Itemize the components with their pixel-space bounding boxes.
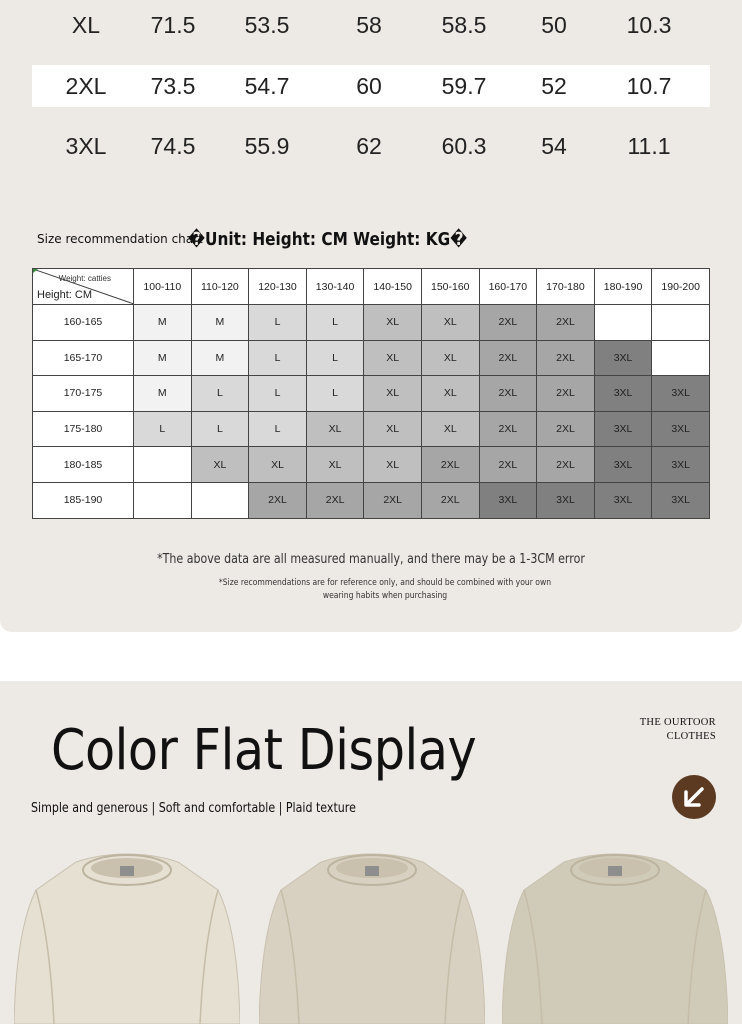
recommendation-row — [33, 447, 710, 483]
display-subtitle: Simple and generous | Soft and comfortable | Plaid texture — [31, 801, 356, 816]
size-recommendation-cell: 3XL — [479, 482, 537, 518]
size-recommendation-cell: 3XL — [537, 482, 595, 518]
height-cell: 185-190 — [33, 482, 134, 518]
size-recommendation-cell: XL — [306, 411, 364, 447]
size-recommendation-cell: M — [191, 305, 249, 341]
size-recommendation-cell: XL — [191, 447, 249, 483]
weight-header-cell: 180-190 — [594, 269, 652, 305]
size-recommendation-cell — [134, 482, 192, 518]
size-recommendation-cell: 2XL — [479, 305, 537, 341]
weight-header-cell: 100-110 — [134, 269, 192, 305]
size-recommendation-cell: L — [191, 411, 249, 447]
size-recommendation-cell: 2XL — [421, 482, 479, 518]
weight-axis-label: Weight: catties — [58, 274, 111, 283]
size-value: 73.5 — [150, 73, 196, 99]
size-recommendation-cell: L — [249, 411, 307, 447]
size-recommendation-cell: 2XL — [249, 482, 307, 518]
size-recommendation-cell: L — [306, 340, 364, 376]
size-recommendation-cell: XL — [364, 376, 422, 412]
weight-header-cell: 120-130 — [249, 269, 307, 305]
size-recommendation-cell: XL — [421, 411, 479, 447]
weight-header-cell: 150-160 — [421, 269, 479, 305]
weight-header-cell: 170-180 — [537, 269, 595, 305]
height-cell: 180-185 — [33, 447, 134, 483]
size-value: 52 — [541, 73, 567, 99]
size-recommendation-cell — [134, 447, 192, 483]
brand-mark — [640, 716, 716, 744]
weight-header-cell: 160-170 — [479, 269, 537, 305]
reference-note: *Size recommendations are for reference only, and should be combined with your own wearing habits when purchasing — [218, 578, 552, 601]
size-value: 74.5 — [150, 133, 196, 159]
recommendation-row — [33, 305, 710, 341]
sweater-image — [502, 850, 728, 1029]
size-value: 60.3 — [441, 133, 487, 159]
size-recommendation-cell: 2XL — [306, 482, 364, 518]
size-recommendation-cell: M — [191, 340, 249, 376]
size-value: 71.5 — [150, 12, 196, 38]
size-recommendation-cell: XL — [306, 447, 364, 483]
weight-header-cell: 190-200 — [652, 269, 710, 305]
size-recommendation-cell: 2XL — [537, 340, 595, 376]
size-label: XL — [71, 12, 101, 38]
weight-header-cell: 130-140 — [306, 269, 364, 305]
size-recommendation-cell: XL — [421, 305, 479, 341]
recommendation-title: Size recommendation chart — [37, 232, 203, 246]
sweater-image — [259, 850, 485, 1029]
size-value: 53.5 — [244, 12, 290, 38]
size-recommendation-cell: 2XL — [421, 447, 479, 483]
measurement-note: *The above data are all measured manually, and there may be a 1-3CM error — [157, 552, 585, 567]
size-recommendation-cell: 3XL — [652, 411, 710, 447]
size-recommendation-cell: L — [249, 376, 307, 412]
size-recommendation-cell: XL — [364, 340, 422, 376]
size-recommendation-cell: 2XL — [537, 447, 595, 483]
height-axis-label: Height: CM — [37, 289, 93, 301]
size-value: 62 — [356, 133, 382, 159]
size-value: 50 — [541, 12, 567, 38]
size-value: 60 — [356, 73, 382, 99]
arrow-down-left-icon — [672, 775, 716, 819]
size-value: 58.5 — [441, 12, 487, 38]
size-recommendation-cell: L — [249, 305, 307, 341]
height-cell: 165-170 — [33, 340, 134, 376]
size-row-2xl — [32, 65, 710, 107]
recommendation-row — [33, 376, 710, 412]
size-recommendation-cell: 3XL — [594, 340, 652, 376]
size-value: 54 — [541, 133, 567, 159]
size-row-xl — [32, 4, 710, 46]
size-recommendation-cell: XL — [421, 376, 479, 412]
size-recommendation-table — [32, 268, 710, 519]
size-recommendation-cell: XL — [364, 411, 422, 447]
size-value: 54.7 — [244, 73, 290, 99]
size-recommendation-cell: 2XL — [479, 340, 537, 376]
size-recommendation-cell: 2XL — [364, 482, 422, 518]
size-recommendation-cell: M — [134, 376, 192, 412]
weight-header-cell: 110-120 — [191, 269, 249, 305]
size-recommendation-cell: 3XL — [594, 376, 652, 412]
size-recommendation-cell: 2XL — [537, 411, 595, 447]
recommendation-row — [33, 411, 710, 447]
size-recommendation-cell: XL — [364, 447, 422, 483]
size-recommendation-cell — [652, 305, 710, 341]
size-recommendation-cell: XL — [421, 340, 479, 376]
size-value: 58 — [356, 12, 382, 38]
size-recommendation-cell: 2XL — [537, 305, 595, 341]
size-recommendation-cell: 2XL — [479, 411, 537, 447]
weight-header-cell: 140-150 — [364, 269, 422, 305]
height-cell: 170-175 — [33, 376, 134, 412]
size-recommendation-cell: 3XL — [652, 447, 710, 483]
recommendation-unit: �Unit: Height: CM Weight: KG� — [188, 229, 468, 250]
size-recommendation-cell: XL — [249, 447, 307, 483]
size-recommendation-cell — [652, 340, 710, 376]
corner-header-cell — [33, 269, 134, 305]
size-recommendation-cell — [594, 305, 652, 341]
size-recommendation-cell: L — [134, 411, 192, 447]
size-recommendation-cell: M — [134, 305, 192, 341]
size-recommendation-cell: 3XL — [594, 482, 652, 518]
size-recommendation-cell: L — [249, 340, 307, 376]
size-label: 3XL — [65, 133, 107, 159]
size-value: 10.7 — [626, 73, 672, 99]
size-recommendation-cell: 3XL — [594, 411, 652, 447]
display-title: Color Flat Display — [51, 718, 477, 783]
size-row-3xl — [32, 125, 710, 167]
height-cell: 160-165 — [33, 305, 134, 341]
size-recommendation-cell: 3XL — [652, 482, 710, 518]
sweater-image — [14, 850, 240, 1029]
size-recommendation-cell: L — [306, 376, 364, 412]
recommendation-row — [33, 482, 710, 518]
recommendation-body — [33, 305, 710, 519]
size-recommendation-cell: L — [306, 305, 364, 341]
size-value: 55.9 — [244, 133, 290, 159]
weight-header-row — [33, 269, 710, 305]
size-value: 59.7 — [441, 73, 487, 99]
size-recommendation-cell: XL — [364, 305, 422, 341]
size-value: 11.1 — [627, 133, 671, 159]
height-cell: 175-180 — [33, 411, 134, 447]
size-recommendation-cell: M — [134, 340, 192, 376]
brand-line-2: CLOTHES — [666, 731, 716, 742]
size-recommendation-cell: L — [191, 376, 249, 412]
size-recommendation-cell — [191, 482, 249, 518]
size-recommendation-cell: 2XL — [537, 376, 595, 412]
size-recommendation-cell: 3XL — [594, 447, 652, 483]
recommendation-row — [33, 340, 710, 376]
size-recommendation-cell: 2XL — [479, 447, 537, 483]
size-recommendation-cell: 2XL — [479, 376, 537, 412]
size-label: 2XL — [65, 73, 107, 99]
size-recommendation-cell: 3XL — [652, 376, 710, 412]
brand-line-1: THE OURTOOR — [639, 717, 716, 728]
size-value: 10.3 — [626, 12, 672, 38]
